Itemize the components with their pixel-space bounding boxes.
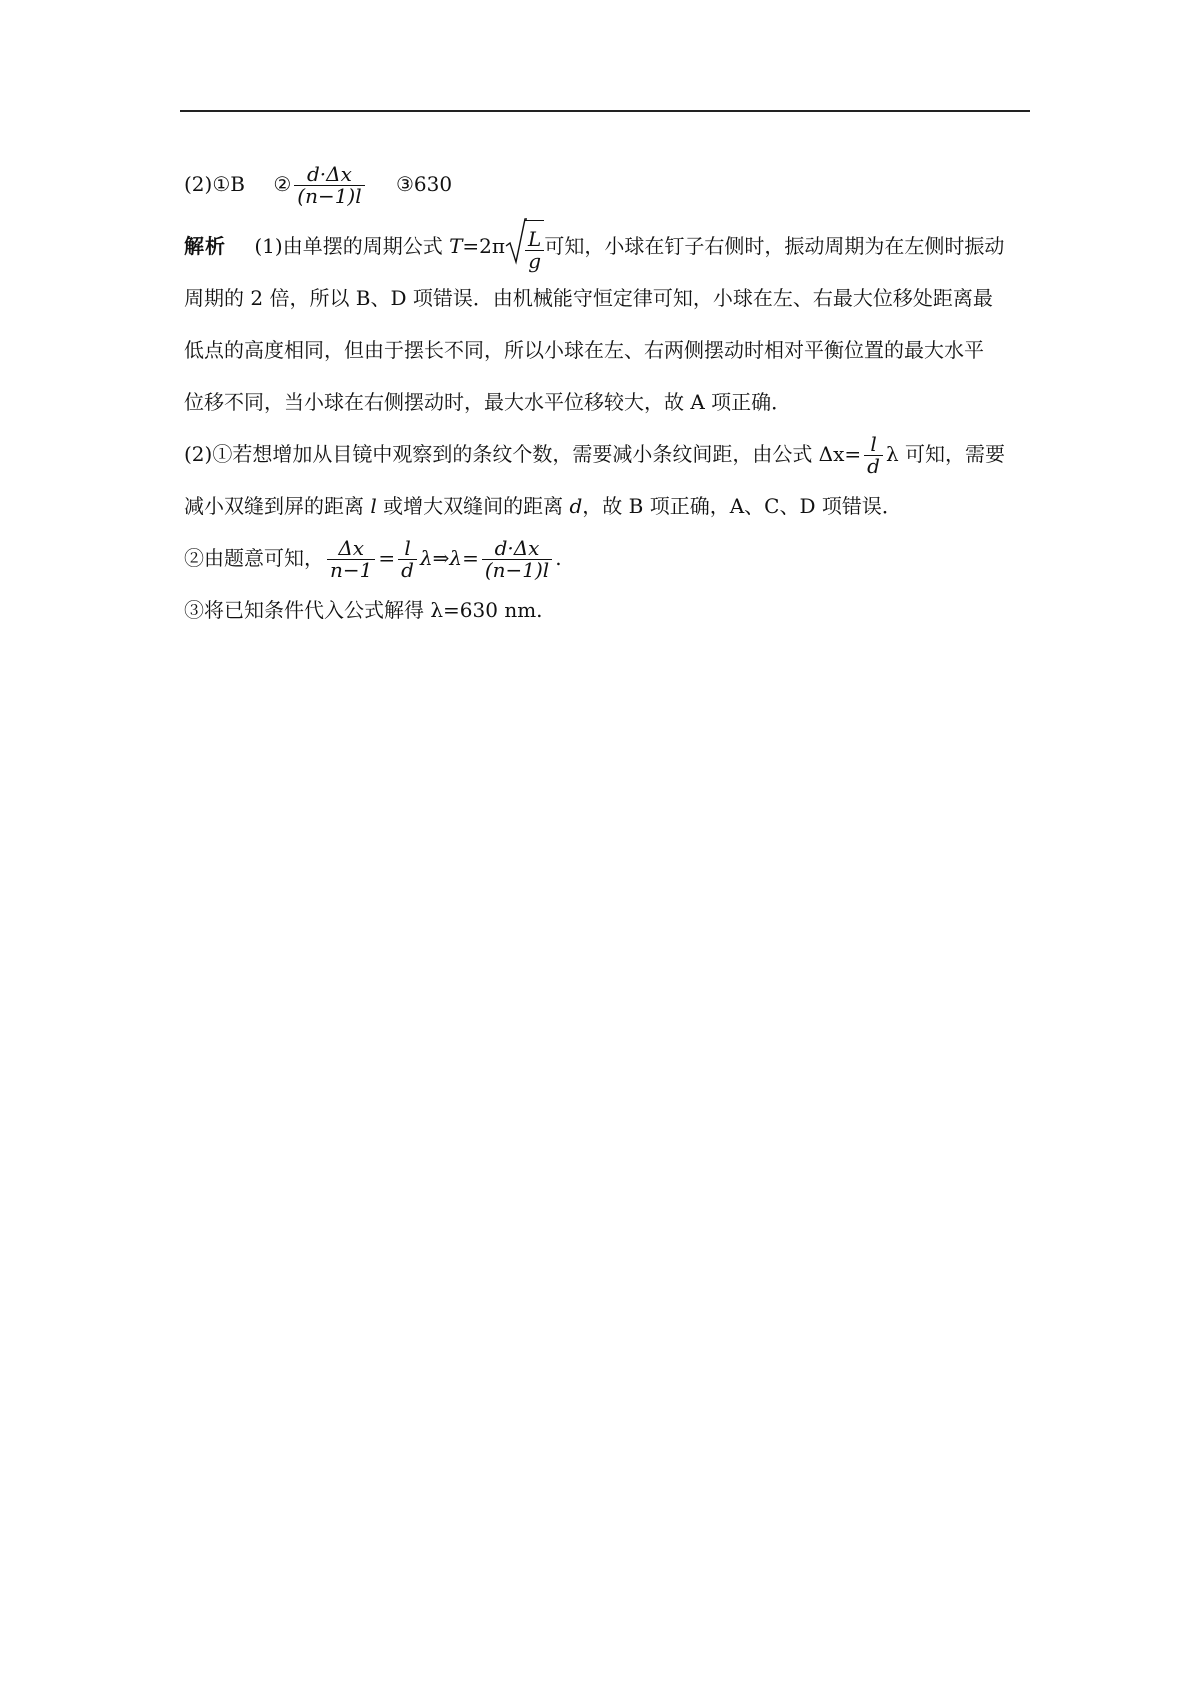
analysis-line-2 [184, 272, 1026, 324]
p3-fraction-3 [482, 538, 552, 581]
p3-fraction-1 [327, 538, 375, 581]
analysis-keyword: 解析 [184, 234, 226, 258]
sqrt-num: L [525, 229, 544, 251]
analysis-line-4 [184, 376, 1026, 428]
analysis-p1-b: 可知，小球在钉子右侧时，振动周期为在左侧时振动 [544, 234, 1005, 258]
analysis-line-6 [184, 480, 1026, 532]
analysis-p3-a: ②由题意可知， [184, 546, 324, 570]
answer-line [184, 158, 1026, 210]
analysis-p2-b: λ 可知，需要 [885, 442, 1006, 466]
analysis-p1-a: (1)由单摆的周期公式 [254, 234, 443, 258]
p3-fraction-2 [398, 538, 417, 581]
p3-f2-den: d [401, 558, 414, 582]
analysis-line-5 [184, 428, 1026, 480]
analysis-p2-c1: 减小双缝到屏的距离 [184, 494, 364, 518]
p3-f1-den: n−1 [330, 558, 373, 582]
analysis-p2-c2: 或增大双缝间的距离 [383, 494, 564, 518]
p3-f1-num: Δx [327, 538, 375, 560]
analysis-p1-d: 低点的高度相同，但由于摆长不同，所以小球在左、右两侧摆动时相对平衡位置的最大水平 [184, 338, 984, 362]
answer-fraction [294, 164, 364, 207]
p2-frac-den: d [867, 454, 880, 478]
p3-f3-den: (n−1)l [484, 558, 550, 582]
period-eq: =2π [462, 234, 506, 258]
analysis-p2-c3: ，故 B 项正确，A、C、D 项错误． [582, 494, 902, 518]
p3-mid: λ⇒λ= [419, 546, 479, 570]
answer-frac-num: d·Δx [294, 164, 364, 186]
p2-fraction [864, 434, 883, 477]
p2-frac-num: l [864, 434, 883, 456]
analysis-p2-a: (2)①若想增加从目镜中观察到的条纹个数，需要减小条纹间距，由公式 Δx= [184, 442, 862, 466]
p3-eq: = [378, 546, 396, 570]
header-rule [180, 110, 1030, 112]
analysis-line-1 [184, 220, 1026, 272]
document-body [184, 158, 1026, 636]
p3-f3-num: d·Δx [482, 538, 552, 560]
sqrt-radical-icon [505, 216, 527, 266]
analysis-p4: ③将已知条件代入公式解得 λ=630 nm. [184, 598, 543, 622]
period-symbol: T [449, 234, 463, 258]
analysis-line-7 [184, 532, 1026, 584]
answer-prefix: (2)①B [184, 172, 245, 196]
analysis-p1-e: 位移不同，当小球在右侧摆动时，最大水平位移较大，故 A 项正确． [184, 390, 792, 414]
sqrt-expression [505, 220, 544, 275]
analysis-line-8 [184, 584, 1026, 636]
analysis-p1-c: 周期的 2 倍，所以 B、D 项错误．由机械能守恒定律可知，小球在左、右最大位移处距离最 [184, 286, 993, 310]
symbol-d: d [569, 494, 583, 518]
answer-frac-den: (n−1)l [297, 184, 362, 208]
sqrt-den: g [528, 249, 542, 273]
symbol-l: l [370, 494, 377, 518]
answer-item-3: ③630 [396, 172, 453, 196]
answer-item-2: ② [273, 172, 292, 196]
p3-end: . [555, 546, 562, 570]
analysis-line-3 [184, 324, 1026, 376]
p3-f2-num: l [398, 538, 417, 560]
